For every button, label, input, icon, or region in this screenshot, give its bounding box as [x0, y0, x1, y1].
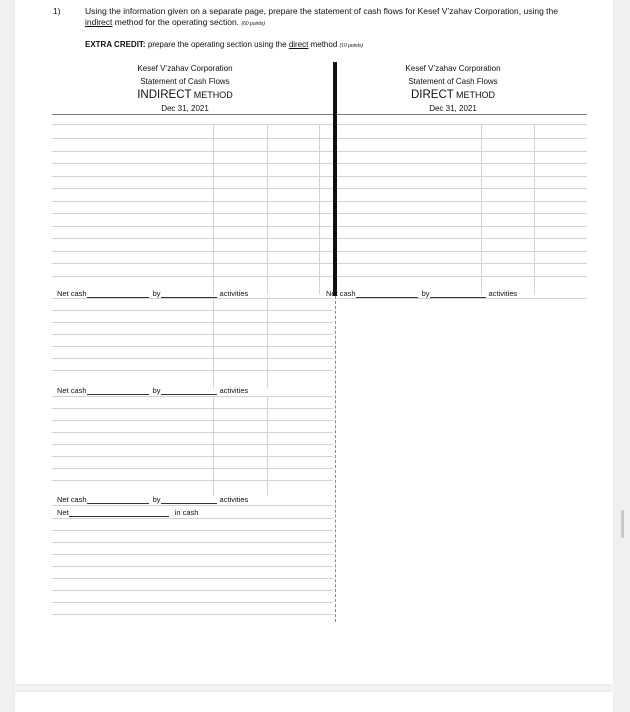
direct-method: DIRECT METHOD — [410, 89, 496, 101]
grid-column-line — [319, 124, 320, 294]
section-divider-lower — [335, 296, 336, 622]
grid-column-line — [267, 298, 268, 388]
net-cash-row-1-right: Net cash by activities — [326, 289, 518, 298]
grid-column-line — [213, 124, 214, 294]
grid-row-line — [52, 480, 333, 481]
grid-row-line — [52, 114, 333, 115]
question-line-2 — [85, 16, 265, 30]
extra-credit-line — [85, 40, 363, 49]
grid-row-line — [52, 163, 333, 164]
direct-statement: Statement of Cash Flows — [408, 77, 498, 86]
grid-row-line — [52, 176, 333, 177]
grid-row-line — [52, 468, 333, 469]
grid-row-line — [52, 432, 333, 433]
grid-row-line — [52, 614, 333, 615]
grid-row-line — [337, 238, 587, 239]
grid-row-line — [52, 590, 333, 591]
grid-row-line — [52, 530, 333, 531]
grid-row-line — [337, 163, 587, 164]
question-line-1: Using the information given on a separate page, prepare the statement of cash flows for Kesef V’zahav Corporation, using the — [85, 6, 558, 16]
indirect-statement: Statement of Cash Flows — [140, 77, 230, 86]
grid-row-line — [52, 151, 333, 152]
grid-row-line — [52, 554, 333, 555]
next-page — [15, 692, 613, 712]
grid-row-line — [52, 188, 333, 189]
extra-credit-points: (10 points) — [339, 43, 364, 49]
grid-row-line — [52, 310, 333, 311]
direct-header — [368, 62, 538, 115]
grid-row-line — [52, 238, 333, 239]
grid-row-line — [337, 263, 587, 264]
question-line-2-rest: method for the operating section. — [112, 17, 240, 27]
grid-row-line — [52, 201, 333, 202]
worksheet-page — [15, 0, 613, 684]
grid-row-line — [337, 251, 587, 252]
grid-column-line — [534, 124, 535, 294]
grid-row-line — [52, 542, 333, 543]
extra-credit-label: EXTRA CREDIT: — [85, 40, 146, 49]
question-points: (60 points) — [241, 21, 266, 27]
grid-row-line — [52, 370, 333, 371]
grid-row-line — [337, 188, 587, 189]
direct-date: Dec 31, 2021 — [429, 104, 477, 113]
grid-row-line — [52, 124, 333, 125]
grid-row-line — [52, 263, 333, 264]
grid-row-line — [52, 322, 333, 323]
grid-row-line — [52, 226, 333, 227]
grid-row-line — [52, 420, 333, 421]
extra-credit-method: method — [308, 40, 338, 49]
grid-row-line — [52, 408, 333, 409]
grid-row-line — [337, 201, 587, 202]
grid-row-line — [52, 505, 333, 506]
grid-row-line — [337, 213, 587, 214]
net-cash-row-3: Net cash by activities — [57, 495, 249, 504]
grid-row-line — [52, 578, 333, 579]
grid-column-line — [481, 124, 482, 294]
grid-column-line — [267, 396, 268, 496]
indirect-keyword: indirect — [85, 17, 113, 27]
grid-row-line — [52, 396, 333, 397]
grid-row-line — [52, 251, 333, 252]
section-divider — [333, 62, 337, 296]
grid-row-line — [52, 138, 333, 139]
grid-row-line — [52, 213, 333, 214]
grid-row-line — [52, 602, 333, 603]
grid-row-line — [337, 176, 587, 177]
indirect-date: Dec 31, 2021 — [161, 104, 209, 113]
indirect-header — [100, 62, 270, 115]
net-cash-row-2: Net cash by activities — [57, 386, 249, 395]
grid-row-line — [52, 518, 333, 519]
grid-row-line — [337, 276, 587, 277]
grid-column-line — [213, 396, 214, 496]
question-number: 1) — [53, 6, 61, 16]
grid-column-line — [267, 124, 268, 294]
net-change-in-cash-row: Net in cash — [57, 508, 199, 517]
grid-row-line — [52, 566, 333, 567]
grid-row-line — [337, 138, 587, 139]
grid-row-line — [337, 226, 587, 227]
grid-column-line — [213, 298, 214, 388]
grid-row-line — [52, 456, 333, 457]
scrollbar-thumb[interactable] — [621, 510, 624, 538]
extra-credit-text: prepare the operating section using the — [145, 40, 289, 49]
grid-row-line — [52, 298, 333, 299]
indirect-company: Kesef V’zahav Corporation — [137, 64, 233, 73]
grid-row-line — [52, 444, 333, 445]
grid-row-line — [52, 346, 333, 347]
indirect-method: INDIRECT METHOD — [137, 89, 233, 101]
grid-row-line — [337, 124, 587, 125]
grid-row-line — [52, 334, 333, 335]
direct-keyword: direct — [288, 40, 309, 49]
grid-row-line — [337, 151, 587, 152]
grid-row-line — [52, 358, 333, 359]
grid-row-line — [337, 298, 587, 299]
grid-row-line — [52, 276, 333, 277]
net-cash-row-1-left: Net cash by activities — [57, 289, 249, 298]
grid-row-line — [337, 114, 587, 115]
direct-company: Kesef V’zahav Corporation — [405, 64, 501, 73]
